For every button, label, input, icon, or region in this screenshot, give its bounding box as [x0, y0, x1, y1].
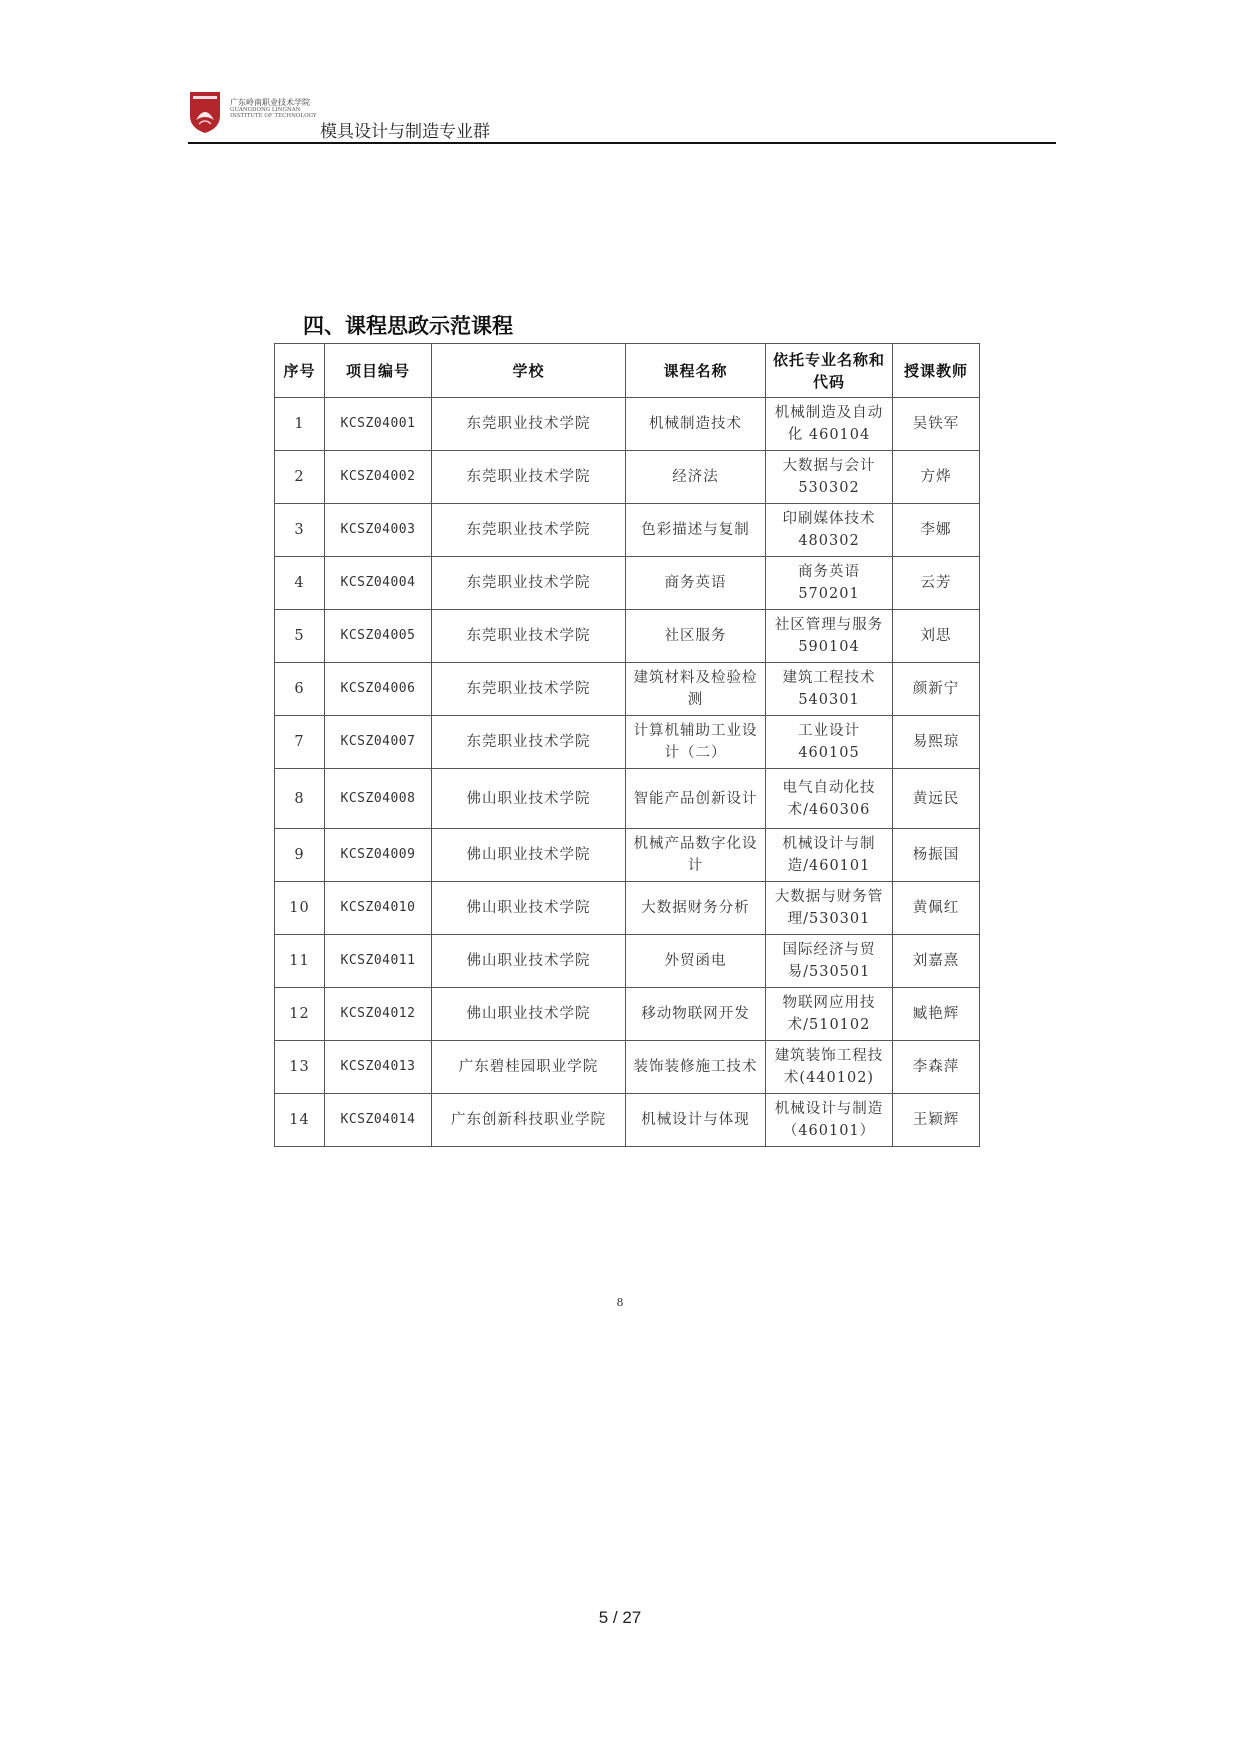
cell-teacher: 方烨 [893, 451, 980, 504]
cell-code: KCSZ04001 [325, 398, 432, 451]
col-header-no: 序号 [275, 344, 325, 398]
cell-course: 社区服务 [626, 610, 766, 663]
cell-teacher: 黄远民 [893, 769, 980, 829]
cell-school: 东莞职业技术学院 [432, 557, 626, 610]
cell-code: KCSZ04008 [325, 769, 432, 829]
cell-school: 东莞职业技术学院 [432, 716, 626, 769]
table-row [275, 557, 980, 610]
cell-course: 色彩描述与复制 [626, 504, 766, 557]
cell-course: 计算机辅助工业设计（二） [626, 716, 766, 769]
table-row [275, 829, 980, 882]
cell-teacher: 易熙琼 [893, 716, 980, 769]
cell-no: 11 [275, 935, 325, 988]
cell-major: 社区管理与服务 590104 [766, 610, 893, 663]
cell-no: 6 [275, 663, 325, 716]
cell-school: 佛山职业技术学院 [432, 935, 626, 988]
cell-school: 广东碧桂园职业学院 [432, 1041, 626, 1094]
cell-course: 外贸函电 [626, 935, 766, 988]
cell-code: KCSZ04012 [325, 988, 432, 1041]
table-row [275, 663, 980, 716]
cell-course: 移动物联网开发 [626, 988, 766, 1041]
cell-major: 机械制造及自动化 460104 [766, 398, 893, 451]
cell-no: 9 [275, 829, 325, 882]
cell-course: 智能产品创新设计 [626, 769, 766, 829]
table-row [275, 610, 980, 663]
cell-major: 大数据与会计530302 [766, 451, 893, 504]
table-row [275, 882, 980, 935]
col-header-school: 学校 [432, 344, 626, 398]
cell-major: 电气自动化技术/460306 [766, 769, 893, 829]
cell-no: 8 [275, 769, 325, 829]
cell-course: 机械制造技术 [626, 398, 766, 451]
cell-major: 物联网应用技术/510102 [766, 988, 893, 1041]
cell-course: 机械产品数字化设计 [626, 829, 766, 882]
school-logo-icon [188, 90, 222, 134]
cell-code: KCSZ04010 [325, 882, 432, 935]
cell-no: 2 [275, 451, 325, 504]
page-header [188, 90, 1056, 145]
table-row [275, 988, 980, 1041]
col-header-code: 项目编号 [325, 344, 432, 398]
cell-no: 1 [275, 398, 325, 451]
cell-no: 3 [275, 504, 325, 557]
cell-major: 机械设计与制造（460101） [766, 1094, 893, 1147]
cell-course: 机械设计与体现 [626, 1094, 766, 1147]
cell-no: 13 [275, 1041, 325, 1094]
cell-major: 商务英语570201 [766, 557, 893, 610]
header-divider [188, 142, 1056, 144]
cell-school: 东莞职业技术学院 [432, 451, 626, 504]
table-row [275, 716, 980, 769]
cell-code: KCSZ04014 [325, 1094, 432, 1147]
school-name-cn: 广东岭南职业技术学院 [230, 98, 310, 107]
cell-code: KCSZ04009 [325, 829, 432, 882]
section-title: 四、课程思政示范课程 [303, 314, 513, 338]
cell-no: 10 [275, 882, 325, 935]
cell-no: 7 [275, 716, 325, 769]
course-table [274, 343, 980, 1147]
cell-code: KCSZ04005 [325, 610, 432, 663]
cell-school: 东莞职业技术学院 [432, 610, 626, 663]
cell-teacher: 吴铁军 [893, 398, 980, 451]
col-header-course: 课程名称 [626, 344, 766, 398]
cell-code: KCSZ04007 [325, 716, 432, 769]
header-title: 模具设计与制造专业群 [320, 122, 490, 142]
table-row [275, 504, 980, 557]
table-row [275, 935, 980, 988]
cell-code: KCSZ04011 [325, 935, 432, 988]
table-row [275, 769, 980, 829]
cell-school: 佛山职业技术学院 [432, 882, 626, 935]
cell-school: 佛山职业技术学院 [432, 769, 626, 829]
cell-course: 经济法 [626, 451, 766, 504]
col-header-major: 依托专业名称和代码 [766, 344, 893, 398]
cell-no: 5 [275, 610, 325, 663]
cell-teacher: 杨振国 [893, 829, 980, 882]
table-row [275, 1094, 980, 1147]
cell-major: 国际经济与贸易/530501 [766, 935, 893, 988]
page-number: 8 [616, 1296, 624, 1309]
cell-code: KCSZ04003 [325, 504, 432, 557]
cell-code: KCSZ04006 [325, 663, 432, 716]
cell-teacher: 颜新宁 [893, 663, 980, 716]
cell-teacher: 刘思 [893, 610, 980, 663]
cell-teacher: 刘嘉熹 [893, 935, 980, 988]
cell-school: 佛山职业技术学院 [432, 988, 626, 1041]
cell-major: 大数据与财务管理/530301 [766, 882, 893, 935]
cell-teacher: 李森萍 [893, 1041, 980, 1094]
cell-school: 广东创新科技职业学院 [432, 1094, 626, 1147]
cell-course: 大数据财务分析 [626, 882, 766, 935]
cell-school: 东莞职业技术学院 [432, 504, 626, 557]
cell-no: 12 [275, 988, 325, 1041]
table-header-row [275, 344, 980, 398]
cell-major: 建筑工程技术540301 [766, 663, 893, 716]
col-header-teacher: 授课教师 [893, 344, 980, 398]
cell-major: 建筑装饰工程技术(440102) [766, 1041, 893, 1094]
cell-school: 东莞职业技术学院 [432, 663, 626, 716]
school-name-en: GUANGDONG LINGNAN INSTITUTE OF TECHNOLOGY [230, 107, 317, 119]
page-counter: 5 / 27 [598, 1608, 642, 1627]
cell-course: 装饰装修施工技术 [626, 1041, 766, 1094]
table-row [275, 398, 980, 451]
cell-teacher: 李娜 [893, 504, 980, 557]
cell-course: 商务英语 [626, 557, 766, 610]
table-row [275, 1041, 980, 1094]
cell-no: 14 [275, 1094, 325, 1147]
cell-code: KCSZ04002 [325, 451, 432, 504]
cell-teacher: 云芳 [893, 557, 980, 610]
cell-major: 机械设计与制造/460101 [766, 829, 893, 882]
cell-school: 佛山职业技术学院 [432, 829, 626, 882]
cell-major: 工业设计460105 [766, 716, 893, 769]
cell-major: 印刷媒体技术480302 [766, 504, 893, 557]
cell-code: KCSZ04004 [325, 557, 432, 610]
cell-no: 4 [275, 557, 325, 610]
cell-code: KCSZ04013 [325, 1041, 432, 1094]
cell-teacher: 黄佩红 [893, 882, 980, 935]
cell-course: 建筑材料及检验检测 [626, 663, 766, 716]
cell-school: 东莞职业技术学院 [432, 398, 626, 451]
cell-teacher: 王颖辉 [893, 1094, 980, 1147]
table-row [275, 451, 980, 504]
cell-teacher: 臧艳辉 [893, 988, 980, 1041]
